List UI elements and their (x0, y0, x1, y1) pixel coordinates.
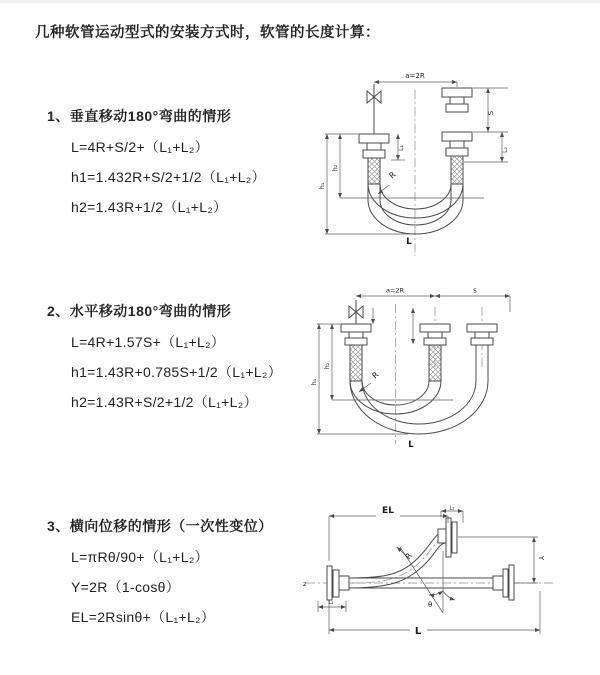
dim-label-fitting-right: L₂ (502, 147, 509, 153)
dim-label-offset: Y (537, 555, 545, 561)
s-curve-hose (349, 531, 446, 588)
page-title: 几种软管运动型式的安装方式时，软管的长度计算： (35, 25, 380, 41)
dim-label-radius: R (403, 551, 415, 562)
dim-label-stroke: S (487, 110, 495, 116)
dim-label-radius: R (387, 170, 398, 181)
formula-line: EL=2Rsinθ+（L₁+L₂） (71, 609, 216, 625)
flange-fitting-left (341, 324, 371, 345)
dim-label-height-outer: h₁ (310, 378, 318, 386)
formula-line: h1=1.43R+0.785S+1/2（L₁+L₂） (71, 364, 282, 380)
hose-assembly-drawing (359, 84, 472, 234)
hose-assembly-drawing (327, 518, 514, 600)
dim-label-height-outer: h₁ (318, 182, 326, 190)
dim-label-angle: θ (428, 601, 433, 609)
formula-line: h2=1.43R+1/2（L₁+L₂） (71, 199, 228, 215)
section-2-formulas (71, 327, 282, 417)
section-3-formulas (71, 542, 215, 632)
dim-label-fitting-left: L₁ (398, 145, 405, 151)
section-2-heading: 2、水平移动180°弯曲的情形 (47, 303, 232, 319)
hose-assembly-drawing (341, 300, 497, 434)
dim-label-radius: R (370, 370, 381, 381)
u-bend-curves (368, 184, 463, 234)
dim-label-width: a=2R (385, 286, 405, 295)
flange-fitting-right-straight (493, 565, 514, 600)
flange-fitting-left (359, 134, 389, 158)
flange-fitting-right (467, 324, 497, 345)
diagram-horizontal-180-bend (303, 282, 543, 460)
diagram-lateral-displacement (298, 503, 563, 643)
dimension-lines (325, 82, 508, 234)
dim-label-length: L (408, 440, 414, 450)
formula-line: L=πRθ/90+（L₁+L₂） (71, 549, 209, 565)
dim-label-height-inner: h₂ (323, 362, 331, 370)
weld-mark: z (303, 580, 307, 588)
flange-fitting-right-displaced (438, 518, 457, 557)
dim-label-fitting-left: L₁ (328, 600, 334, 606)
dim-label-fitting-right: L₁ (449, 505, 455, 512)
section-3-heading: 3、横向位移的情形（一次性变位） (47, 518, 273, 534)
flange-fitting-middle (420, 324, 450, 345)
scan-artifact (0, 0, 600, 3)
dim-label-height-inner: h₂ (331, 164, 339, 172)
formula-line: Y=2R（1-cosθ） (71, 579, 181, 595)
flange-fitting-right-upper (442, 88, 472, 112)
diagram-vertical-180-bend (312, 64, 537, 259)
braided-hose-section (368, 158, 380, 184)
dim-label-length: L (406, 237, 412, 247)
formula-line: h1=1.432R+S/2+1/2（L₁+L₂） (71, 169, 266, 185)
formula-line: L=4R+S/2+（L₁+L₂） (71, 139, 209, 155)
dimension-labels (310, 287, 477, 451)
section-1-heading: 1、垂直移动180°弯曲的情形 (47, 108, 232, 124)
dimension-labels (318, 72, 509, 247)
u-bend-curves (350, 381, 488, 434)
braided-hose-section (350, 345, 362, 381)
section-1-formulas (71, 132, 266, 222)
braided-hose-section (451, 156, 463, 184)
dim-label-stroke: s (473, 286, 477, 295)
dimension-lines (317, 296, 510, 434)
flange-fitting-left (327, 566, 349, 600)
formula-line: L=4R+1.57S+（L₁+L₂） (71, 334, 226, 350)
formula-line: h2=1.43R+S/2+1/2（L₁+L₂） (71, 394, 258, 410)
dim-label-width: a=2R (405, 72, 425, 80)
dim-label-end-length: EL (382, 506, 394, 516)
dim-label-length: L (414, 626, 422, 637)
flange-fitting-right-lower (442, 132, 472, 156)
braided-hose-section (429, 345, 441, 381)
